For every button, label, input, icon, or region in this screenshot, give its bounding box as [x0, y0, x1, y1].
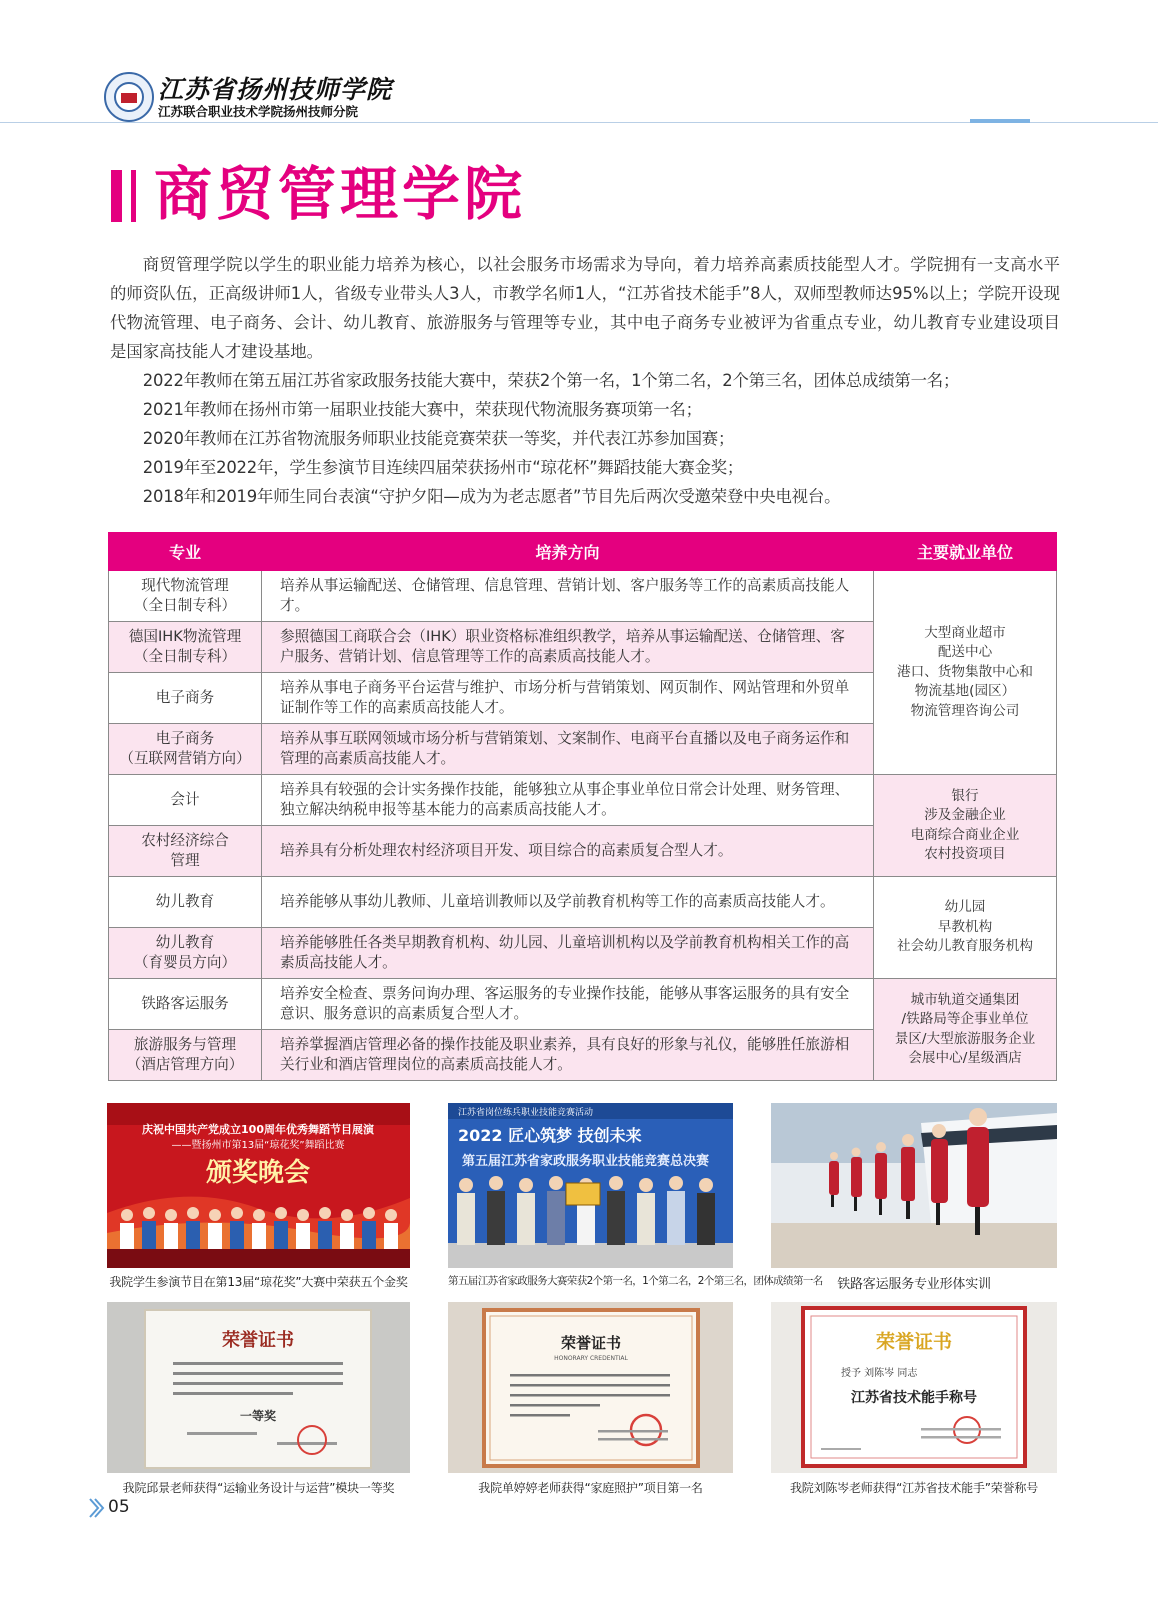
achievement-item: 2021年教师在扬州市第一届职业技能大赛中，荣获现代物流服务赛项第一名；	[142, 400, 702, 419]
table-row	[109, 979, 1057, 1030]
certificate-award: 一等奖	[239, 1409, 277, 1423]
direction-cell: 培养能够从事幼儿教师、儿童培训教师以及学前教育机构等工作的高素质高技能人才。	[262, 877, 874, 928]
banner-title: 庆祝中国共产党成立100周年优秀舞蹈节目展演	[142, 1123, 374, 1136]
majors-table	[108, 532, 1057, 1081]
photo-caption: 我院刘陈岑老师获得“江苏省技术能手”荣誉称号	[789, 1481, 1039, 1495]
intro-paragraph: 商贸管理学院以学生的职业能力培养为核心，以社会服务市场需求为导向，着力培养高素质技能型人才。学院拥有一支高水平的师资队伍，正高级讲师1人，省级专业带头人3人，市教学名师1人，“江苏省技术能手”8人，双师型教师达95%以上；学院开设现代物流管理、电子商务、会计、幼儿教育、旅游服务与管理等专业，其中电子商务专业被评为省重点专业，幼儿教育专业建设项目是国家高技能人才建设基地。	[110, 255, 1060, 361]
banner-sub: 第五届江苏省家政服务职业技能竞赛总决赛	[462, 1154, 710, 1169]
direction-cell: 培养能够胜任各类早期教育机构、幼儿园、儿童培训机构以及学前教育机构相关工作的高素质高技能人才。	[262, 928, 874, 979]
direction-cell: 参照德国工商联合会（IHK）职业资格标准组织教学，培养从事运输配送、仓储管理、客户服务、营销计划、信息管理等工作的高素质高技能人才。	[262, 622, 874, 673]
achievement-item: 2022年教师在第五届江苏省家政服务技能大赛中，荣获2个第一名，1个第二名，2个第三名，团体总成绩第一名；	[142, 371, 960, 390]
banner-top: 江苏省岗位练兵职业技能竞赛活动	[458, 1108, 594, 1118]
employer-cell: 银行 涉及金融企业 电商综合商业企业 农村投资项目	[874, 775, 1057, 877]
school-subtitle: 江苏联合职业技术学院扬州技师分院	[158, 104, 359, 119]
major-cell: 铁路客运服务	[109, 979, 262, 1030]
school-name: 江苏省扬州技师学院	[158, 75, 393, 104]
banner-main: 2022 匠心筑梦 技创未来	[458, 1126, 642, 1145]
direction-cell: 培养从事运输配送、仓储管理、信息管理、营销计划、客户服务等工作的高素质高技能人才。	[262, 571, 874, 622]
title-bar-icon-thin	[131, 170, 136, 222]
major-cell: 幼儿教育	[109, 877, 262, 928]
certificate-title: 荣誉证书	[560, 1334, 622, 1352]
direction-cell: 培养掌握酒店管理必备的操作技能及职业素养，具有良好的形象与礼仪，能够胜任旅游相关行业和酒店管理岗位的高素质高技能人才。	[262, 1030, 874, 1081]
employer-cell: 城市轨道交通集团 /铁路局等企事业单位 景区/大型旅游服务企业 会展中心/星级酒店	[874, 979, 1057, 1081]
major-cell: 农村经济综合 管理	[109, 826, 262, 877]
employer-cell: 幼儿园 早教机构 社会幼儿教育服务机构	[874, 877, 1057, 979]
certificate-main: 江苏省技术能手称号	[851, 1390, 977, 1406]
certificate-title: 荣誉证书	[222, 1330, 294, 1351]
achievement-item: 2020年教师在江苏省物流服务师职业技能竞赛荣获一等奖，并代表江苏参加国赛；	[142, 429, 735, 448]
photo-certificate-3	[771, 1302, 1057, 1473]
photo-competition-team	[448, 1103, 733, 1268]
major-cell: 电子商务 （互联网营销方向）	[109, 724, 262, 775]
direction-cell: 培养具有分析处理农村经济项目开发、项目综合的高素质复合型人才。	[262, 826, 874, 877]
certificate-subtitle: HONORARY CREDENTIAL	[554, 1355, 628, 1362]
achievement-item: 2019年至2022年，学生参演节目连续四届荣获扬州市“琼花杯”舞蹈技能大赛金奖；	[142, 458, 744, 477]
certificate-title: 荣誉证书	[875, 1331, 953, 1353]
banner-subtitle: ——暨扬州市第13届“琼花奖”舞蹈比赛	[171, 1140, 345, 1151]
photo-award-ceremony	[107, 1103, 410, 1268]
table-row	[109, 571, 1057, 622]
intro-text	[110, 250, 1060, 511]
photo-certificate-2	[448, 1302, 733, 1473]
photo-railway-training	[771, 1103, 1057, 1268]
major-cell: 德国IHK物流管理 （全日制专科）	[109, 622, 262, 673]
photo-certificate-1	[107, 1302, 410, 1473]
major-cell: 旅游服务与管理 （酒店管理方向）	[109, 1030, 262, 1081]
header-direction: 培养方向	[262, 533, 874, 571]
achievement-item: 2018年和2019年师生同台表演“守护夕阳—成为为老志愿者”节目先后两次受邀荣登中央电视台。	[142, 487, 841, 506]
page-title: 商贸管理学院	[154, 160, 527, 228]
direction-cell: 培养从事互联网领域市场分析与营销策划、文案制作、电商平台直播以及电子商务运作和管理的高素质高技能人才。	[262, 724, 874, 775]
employer-cell: 大型商业超市 配送中心 港口、货物集散中心和 物流基地(园区） 物流管理咨询公司	[874, 571, 1057, 775]
photo-caption: 第五届江苏省家政服务大赛荣获2个第一名，1个第二名，2个第三名，团体成绩第一名	[448, 1275, 823, 1287]
chevron-right-icon	[84, 1496, 108, 1520]
banner-main: 颁奖晚会	[205, 1158, 311, 1188]
photo-caption: 我院邱景老师获得“运输业务设计与运营”模块一等奖	[122, 1481, 395, 1495]
photo-caption: 我院单婷婷老师获得“家庭照护”项目第一名	[478, 1481, 703, 1495]
header-accent	[970, 119, 1030, 123]
certificate-line: 授予 刘陈岑 同志	[841, 1368, 918, 1379]
header-employer: 主要就业单位	[874, 533, 1057, 571]
table-row	[109, 877, 1057, 928]
direction-cell: 培养具有较强的会计实务操作技能，能够独立从事企事业单位日常会计处理、财务管理、独立解决纳税申报等基本能力的高素质高技能人才。	[262, 775, 874, 826]
page-number: 05	[108, 1497, 130, 1517]
school-header	[104, 68, 434, 122]
school-logo-icon	[104, 72, 154, 122]
major-cell: 会计	[109, 775, 262, 826]
photo-caption: 我院学生参演节目在第13届“琼花奖”大赛中荣获五个金奖	[109, 1275, 408, 1289]
direction-cell: 培养从事电子商务平台运营与维护、市场分析与营销策划、网页制作、网站管理和外贸单证制作等工作的高素质高技能人才。	[262, 673, 874, 724]
major-cell: 幼儿教育 （育婴员方向）	[109, 928, 262, 979]
table-row	[109, 775, 1057, 826]
direction-cell: 培养安全检查、票务问询办理、客运服务的专业操作技能，能够从事客运服务的具有安全意识、服务意识的高素质复合型人才。	[262, 979, 874, 1030]
header-major: 专业	[109, 533, 262, 571]
title-bar-icon	[111, 170, 122, 222]
photo-caption: 铁路客运服务专业形体实训	[837, 1277, 991, 1292]
major-cell: 电子商务	[109, 673, 262, 724]
major-cell: 现代物流管理 （全日制专科）	[109, 571, 262, 622]
